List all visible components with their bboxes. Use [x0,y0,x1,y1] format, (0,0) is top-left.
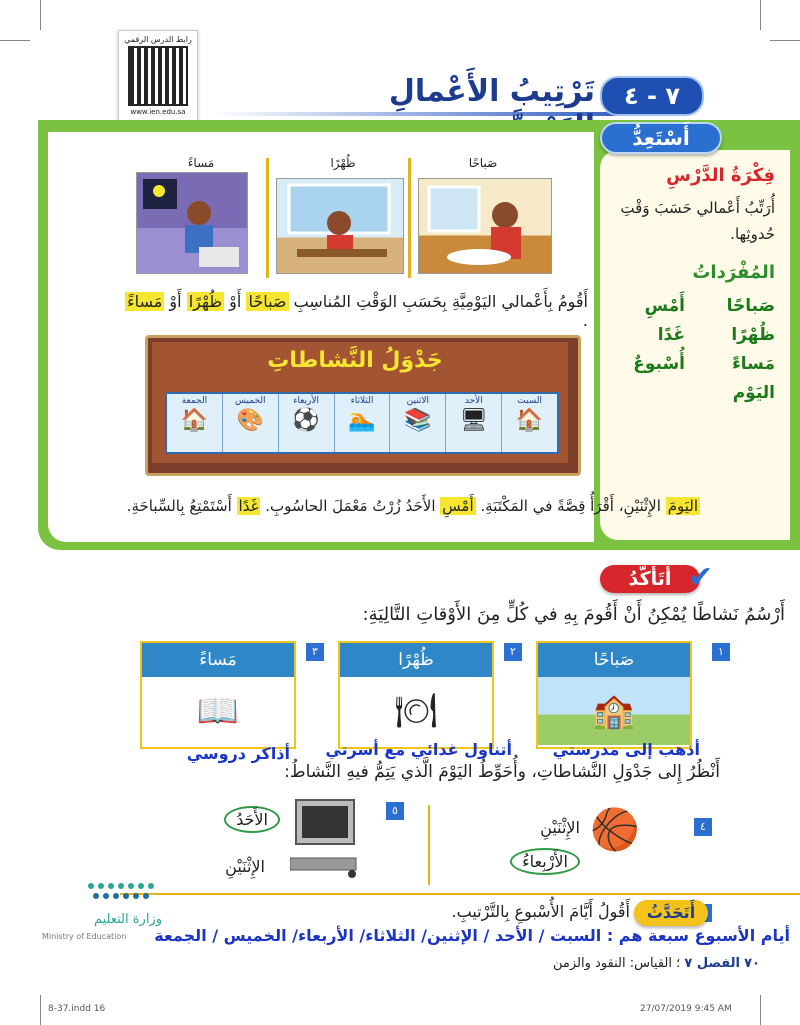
evening-bath-image [136,172,248,274]
crop-mark [770,40,800,41]
card-title: ظُهْرًا [340,643,492,677]
day-label: الأربعاء [293,396,320,406]
label-morning: صَباحًا [468,156,498,170]
day-label: الثلاثاء [350,396,374,406]
vocabulary-title: المُفْرَداتُ [692,262,775,283]
divider [428,805,430,885]
highlight-noon: ظُهْرًا [188,292,223,311]
page-footer [460,956,760,971]
computer-icon: 🖥 [459,408,488,433]
sentence-end: . [582,311,588,330]
lesson-idea-text: أُرَتِّبُ أَعْمالي حَسَبَ وَقْتِ حُدوثِها. [620,199,775,243]
ministry-name-ar: وزارة التعليم [93,912,162,927]
sentence-or: أَوْ [169,292,182,311]
ministry-name-en: Ministry of Education [42,932,127,941]
ministry-logo-icon [85,880,175,904]
vocab-word: مَساءً [732,354,775,374]
highlight-morning: صَباحًا [248,292,287,311]
qr-code-icon [130,48,186,104]
paragraph-text: الإِثْنَيْنِ، أَقْرَأُ قِصَّةً في المَكْتَبَةِ. [480,497,661,515]
exercise-number: ٥ [386,802,404,820]
circled-answer: الأَحَدُ [224,806,280,833]
library-icon: 📚 [404,408,432,433]
crop-mark [40,995,41,1025]
schedule-day [334,394,390,452]
boy-at-desk-illustration [277,179,403,273]
sentence-text: أَقُومُ بِأَعْمالي اليَوْمِيَّةِ بِحَسَبِ الوَقْتِ المُناسِبِ [293,292,588,311]
schedule-paragraph [60,497,700,515]
exercise-number: ٣ [306,643,324,661]
vocab-word: أُسْبوعٌ [633,354,685,374]
section-rule [120,893,800,895]
noon-study-image [276,178,404,274]
qr-url: www.ien.edu.sa [130,108,186,116]
art-supplies-icon: 🎨 [236,408,264,433]
paragraph-text: أَسْتَمْتِعُ بِالسِّباحَةِ. [126,497,232,515]
page-number: ٧٠ [744,956,760,971]
option[interactable]: الإِثْنَيْنِ [225,857,265,876]
card-noon [338,641,494,749]
handwritten-answer: أيام الأسبوع سبعة هم : السبت / الأحد / الإثنين/ الثلاثاء/ الأربعاء/ الخميس / الجمعة [154,926,790,945]
vocab-word: غَدًا [657,325,685,345]
card-evening [140,641,296,749]
print-date-info: 27/07/2019 9:45 AM [640,1004,732,1014]
crop-mark [0,40,30,41]
logo-dots [85,880,175,904]
school-icon: 🏫 [538,677,690,745]
checkmark-icon: ✔ [688,560,714,595]
talk-tag: أَتَحَدَّثُ [634,900,708,926]
subject-label: القياس: النقود والزمن [552,956,672,971]
day-label: الجمعة [181,396,208,406]
handwritten-answer: أذهب إلى مدرستي [552,740,700,759]
crop-mark [40,0,41,30]
footer-sep: ؛ [676,956,681,971]
vocab-word: اليَوْم [732,383,775,403]
paragraph-text: الأَحَدُ زُرْتُ مَعْمَلَ الحاسُوبِ. [265,497,436,515]
card-title: مَساءً [142,643,294,677]
pool-icon: 🏊 [348,408,376,433]
label-evening: مَساءً [187,156,215,170]
schedule-days-row [165,392,559,454]
handwritten-answer: أذاكر دروسي [186,744,290,763]
exercise-number: ٢ [504,643,522,661]
label-noon: ظُهْرًا [330,156,356,170]
option-circled[interactable] [190,810,280,829]
family-lunch-icon: 🍽 [394,691,438,731]
day-label: السبت [517,396,542,406]
schedule-title: جَدْوَلُ النَّشاطاتِ [267,348,443,373]
highlight-yesterday: أَمْسِ [442,497,474,515]
time-sentence [118,292,588,330]
highlight-tomorrow: غَدًا [238,497,259,515]
boy-eating-illustration [419,179,551,273]
computer-icon [290,798,360,860]
boy-washing-illustration [137,173,247,273]
crop-mark [760,0,761,30]
card-morning [536,641,692,749]
day-label: الاثنين [406,396,430,406]
day-label: الخميس [235,396,266,406]
sports-balls-icon: ⚽ [292,408,320,433]
schedule-day [222,394,278,452]
house-icon: 🏠 [180,408,209,433]
divider [408,158,411,278]
schedule-day [278,394,334,452]
sentence-or: أَوْ [229,292,242,311]
crop-mark [760,995,761,1025]
chapter-label: الفصل ٧ [684,956,740,971]
question-draw-activity: أَرْسُمُ نَشاطًا يُمْكِنُ أَنْ أَقُومَ بِهِ في كُلٍّ مِنَ الأَوْقاتِ التَّالِيَةِ: [362,604,785,625]
highlight-today: اليَومَ [667,497,698,515]
print-file-info: 8-37.indd 16 [48,1004,106,1014]
vocab-word: صَباحًا [726,296,775,316]
lesson-title: تَرْتِيبُ الأَعْمالِ [388,74,595,109]
lesson-number-badge: ٧ - ٤ [600,76,704,116]
ready-tag: أَسْتَعِدُّ [600,122,722,154]
circled-answer: الأَرْبِعاءُ [510,848,580,875]
schedule-day [501,394,557,452]
exercise-number: ١ [712,643,730,661]
schedule-day [389,394,445,452]
vocab-word: ظُهْرًا [731,325,775,345]
schedule-day [167,394,222,452]
morning-breakfast-image [418,178,552,274]
qr-label: رابط الدرس الرقمي [124,35,192,44]
lesson-idea-title: فِكْرَةُ الدَّرْسِ [666,165,775,186]
divider [266,158,269,278]
sports-balls-icon: 🏀 [590,807,640,853]
day-label: الأحد [464,396,483,406]
option-circled[interactable] [450,852,580,871]
confirm-tag: أَتَأَكَّدُ [600,565,700,593]
talk-question: أَقُولُ أَيَّامَ الأُسْبوعِ بِالتَّرْتيبِ. [451,902,630,921]
exercise-number: ٤ [694,818,712,836]
highlight-evening: مَساءً [127,292,163,311]
house-icon: 🏠 [515,408,544,433]
handwritten-answer: أتناول غدائي مع أسرتي [325,740,512,759]
schedule-day [445,394,501,452]
vocab-word: أَمْسِ [644,296,685,316]
computer-illustration [290,798,360,878]
question-circle-day: أَنْظُرُ إِلى جَدْوَلِ النَّشاطاتِ، وأُحَوِّطُ اليَوْمَ الَّذي يَتِمُّ فيهِ النَّشاطُ: [284,762,720,782]
option[interactable]: الإِثْنَيْنِ [540,818,580,837]
card-title: صَباحًا [538,643,690,677]
studying-boy-icon: 📖 [196,691,240,731]
